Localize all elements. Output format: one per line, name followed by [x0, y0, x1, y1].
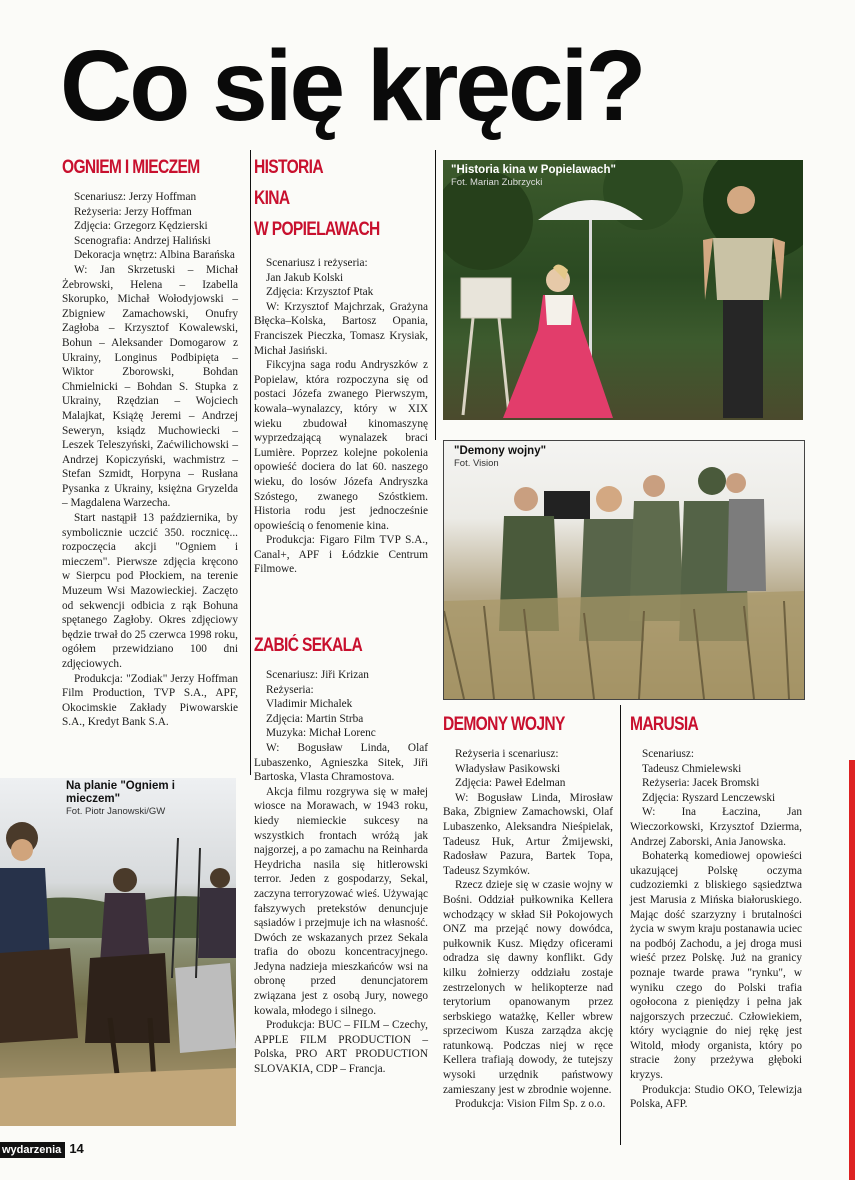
article-historia-kina: [254, 155, 428, 577]
article-paragraph: Bohaterką komediowej opowieści ukazującej Polskę oczyma cudzoziemki z bliskiego sąsiedztwa jest Marusia z Mińska białoruskiego. Mając dość szarzyzny i brutalności życia w swym kraju postanawia uciec na podbój Zachodu, a jej droga musi wieść przez Polskę. Już na granicy poznaje twarde prawa "rynku", w wyniku czego do Polski trafia ogołocona z pieniędzy i pełna jak najgorszych przeczuć. Człowiekiem, który wyciągnie do niej rękę jest Witold, młody organista, który po stracie żony przeżywa głęboki kryzys.: [630, 850, 802, 1082]
photo-illustration: [443, 160, 803, 420]
article-paragraph: W: Ina Łaczina, Jan Wieczorkowski, Krzysztof Dzierma, Andrzej Zaborski, Ania Janowska.: [630, 806, 802, 848]
article-ogniem-i-mieczem: [62, 155, 238, 730]
article-paragraph: Akcja filmu rozgrywa się w małej wiosce na Morawach, w 1943 roku, kiedy niemieckie sukcesy na wszystkich frontach wróżą jak najgorzej, a po zamachu na Reinharda Heydricha nasila się hitlerowski terror. Jeden z gospodarzy, Sekal, zaczyna terroryzować wieś. Używając fałszywych pretekstów denuncjuje sąsiadów i przejmuje ich na własność. Dwóch ze wskazanych przez Sekala trafia do obozu koncentracyjnego. Jedyna nadzieja mieszkańców wsi na obronę przed denuncjatorem związana jest z osobą Jury, nowego kowala, młodego i silnego.: [254, 785, 428, 1017]
credit-line: Reżyseria i scenariusz:: [455, 748, 559, 760]
title-line: KINA: [254, 188, 290, 209]
article-paragraph: Produkcja: Vision Film Sp. z o.o.: [455, 1098, 606, 1111]
caption-credit: Fot. Vision: [454, 458, 499, 469]
credit-line: Scenariusz i reżyseria:: [266, 257, 368, 269]
caption-credit: Fot. Piotr Janowski/GW: [66, 806, 166, 817]
article-title: ZABIĆ SEKALA: [254, 635, 363, 656]
column-rule: [620, 705, 621, 1145]
article-paragraph: Produkcja: Studio OKO, Telewizja Polska, AFP.: [630, 1083, 802, 1111]
page-headline: Co się kręci?: [60, 30, 644, 142]
credit-line: Jan Jakub Kolski: [266, 271, 344, 284]
credit-line: Zdjęcia: Paweł Edelman: [455, 777, 566, 790]
credit-line: Zdjęcia: Grzegorz Kędzierski: [74, 220, 208, 233]
article-credits: [443, 747, 613, 791]
photo-ogniem-i-mieczem: [0, 778, 236, 1126]
article-paragraph: Start nastąpił 13 października, by symbolicznie uczcić 350. rocznicę... rozpoczęcia akcji "Ogniem i mieczem". Pierwsze zdjęcia kręcono w Sierpcu pod Płockiem, na terenie Muzeum Wsi Mazowieckiej. Zaczęto od sekwencji odbicia z rąk Bohuna spętanego Zagłoby. Okres zdjęciowy będzie trwał do 25 czerwca 1998 roku, ogółem przewidziano 100 dni zdjęciowych.: [62, 512, 238, 670]
article-paragraph: Produkcja: BUC – FILM – Czechy, APPLE FILM PRODUCTION – Polska, PRO ART PRODUCTION SLOVAKIA, CDP – Francja.: [254, 1019, 428, 1076]
column-rule: [250, 150, 251, 775]
credit-line: Scenariusz: Jiři Krizan: [266, 669, 369, 681]
credit-line: Muzyka: Michał Lorenc: [266, 727, 376, 740]
photo-illustration: [444, 441, 804, 699]
article-paragraph: Produkcja: Figaro Film TVP S.A., Canal+, APF i Łódzkie Centrum Filmowe.: [254, 534, 428, 576]
photo-historia-kina: [443, 160, 803, 420]
credit-line: Zdjęcia: Krzysztof Ptak: [266, 286, 374, 299]
article-title: [254, 155, 397, 242]
article-paragraph: Rzecz dzieje się w czasie wojny w Bośni. Oddział pułkownika Kellera wchodzący w skład Sił Pokojowych ONZ ma przejąć nowy dowódca, pułkownik Kusz. Między oficerami odradza się dawny konflikt. Gdy kilku żołnierzy oddziału zostaje zestrzelonych w helikopterze nad terytorium opanowanym przez serbskiego watażkę, Keller wbrew sprzeciwom Kusza zarządza akcję ratunkową. Podczas niej w ręce Kellera trafiają dowody, że tutejszy wysoki urzędnik państwowy zamieszany jest w zbrodnie wojenne.: [443, 879, 613, 1096]
caption-title: Na planie "Ogniem i mieczem": [66, 780, 175, 805]
article-paragraph: Fikcyjna saga rodu Andryszków z Popielaw, która rozpoczyna się od postaci Józefa zwanego Pierwszym, kowala–wynalazcy, który w XIX wieku zbudował kinomaszynę wyprzedzającą wynalazek braci Lumière. Poprzez kolejne pokolenia opowieść dociera do lat 60. naszego wieku, do losów Józefa Andryszka Szóstego, zwanego Szóstkiem. Historia rodu jest jednocześnie opowieścią o fenomenie kina.: [254, 359, 428, 532]
title-line: W POPIELAWACH: [254, 219, 380, 240]
caption-title: "Historia kina w Popielawach": [451, 164, 616, 176]
credit-line: Reżyseria: Jerzy Hoffman: [74, 205, 192, 218]
photo-illustration: [0, 778, 236, 1126]
credit-line: Scenariusz:: [642, 748, 695, 760]
photo-caption: [66, 780, 232, 818]
article-zabic-sekala: [254, 633, 428, 1077]
article-paragraph: W: Bogusław Linda, Olaf Lubaszenko, Agnieszka Sitek, Jiři Bartoska, Vlasta Chramostova.: [254, 741, 428, 784]
article-title: DEMONY WOJNY: [443, 714, 565, 735]
caption-title: "Demony wojny": [454, 445, 547, 457]
article-paragraph: Produkcja: "Zodiak" Jerzy Hoffman Film Production, TVP S.A., APF, Okocimskie Zakłady Piwowarskie S.A., Kredyt Bank S.A.: [62, 672, 238, 729]
article-paragraph: W: Krzysztof Majchrzak, Grażyna Błęcka–Kolska, Bartosz Opania, Franciszek Pieczka, Tomasz Krysiak, Michał Jasiński.: [254, 300, 428, 357]
page-footer: [0, 1138, 84, 1160]
photo-demony-wojny: [443, 440, 805, 700]
credit-line: Reżyseria: Jacek Bromski: [642, 777, 760, 790]
column-rule: [435, 150, 436, 440]
photo-caption: [451, 164, 616, 189]
article-title: MARUSIA: [630, 714, 699, 735]
article-marusia: [630, 712, 802, 1112]
article-paragraph: W: Jan Skrzetuski – Michał Żebrowski, Helena – Izabella Skorupko, Michał Wołodyjowski – Zbigniew Zamachowski, Onufry Zagłoba – Krzysztof Kowalewski, Bohun – Aleksander Domogarow z Ukrainy, Longinus Podbipięta – Wiktor Zborowski, Bohdan Chmielnicki – Bohdan S. Stupka z Ukrainy, Rzędzian – Wojciech Malajkat, Książę Jeremi – Andrzej Seweryn, ksiądz Muchowiecki – Leszek Teleszyński, Zaćwilichowski – Andrzej Kopiczyński, wachmistrz – Stefan Szmidt, Horpyna – Rusłana Pysanka z Ukrainy, księżna Gryzelda – Magdalena Warzecha.: [62, 263, 238, 510]
edge-color-bar: [849, 760, 855, 1180]
article-demony-wojny: [443, 712, 613, 1112]
article-credits: [630, 747, 802, 805]
article-credits: [254, 256, 428, 300]
credit-line: Scenografia: Andrzej Haliński: [74, 234, 211, 247]
credit-line: Zdjęcia: Ryszard Lenczewski: [642, 791, 776, 804]
article-credits: [254, 668, 428, 741]
section-label: wydarzenia: [0, 1142, 65, 1158]
credit-line: Reżyseria:: [266, 683, 314, 696]
page-number: 14: [69, 1141, 84, 1156]
credit-line: Vladimir Michalek: [266, 698, 353, 711]
photo-caption: [454, 445, 546, 470]
article-credits: [62, 190, 238, 263]
credit-line: Dekoracja wnętrz: Albina Barańska: [74, 249, 235, 262]
article-title: OGNIEM I MIECZEM: [62, 157, 200, 178]
credit-line: Scenariusz: Jerzy Hoffman: [74, 191, 197, 203]
title-line: HISTORIA: [254, 157, 323, 178]
credit-line: Tadeusz Chmielewski: [642, 762, 742, 775]
article-paragraph: W: Bogusław Linda, Mirosław Baka, Zbigniew Zamachowski, Olaf Lubaszenko, Aleksandra Nieśpielak, Tadeusz Huk, Artur Żmijewski, Radosław Pazura, Bartek Topa, Tadeusz Szymków.: [443, 791, 613, 877]
caption-credit: Fot. Marian Zubrzycki: [451, 177, 543, 188]
credit-line: Zdjęcia: Martin Strba: [266, 712, 364, 725]
credit-line: Władysław Pasikowski: [455, 762, 561, 775]
